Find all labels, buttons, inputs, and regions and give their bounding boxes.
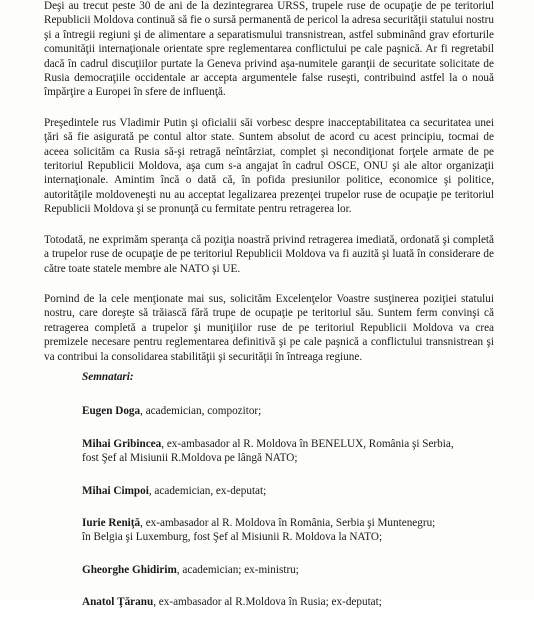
signatory-role: , academician, compozitor; bbox=[140, 405, 262, 418]
signatory bbox=[82, 404, 502, 418]
signatory-line bbox=[82, 484, 502, 498]
signatory-name: Anatol Ţăranu bbox=[82, 596, 154, 609]
signatory-role-continued: în Belgia şi Luxemburg, fost Şef al Misiunii R. Moldova la NATO; bbox=[82, 531, 383, 544]
signatory-line bbox=[82, 595, 502, 609]
signatory-line bbox=[82, 516, 502, 530]
signatory-name: Mihai Gribincea bbox=[82, 437, 162, 450]
signatory-line bbox=[82, 437, 502, 451]
signatory-role: , academician, ex-deputat; bbox=[148, 484, 267, 497]
signatory-role: , ex-ambasador al R. Moldova în România, Serbia şi Muntenegru; bbox=[140, 517, 436, 530]
signatories-heading: Semnatari: bbox=[82, 371, 134, 383]
paragraph-2: Preşedintele rus Vladimir Putin şi oficialii săi vorbesc despre inacceptabilitatea ca securitatea unei ţări să fie asigurată pe contul altor state. Suntem absolut de acord cu acest principiu, tocmai de aceea solicităm ca Rusia să-şi retragă neîntârziat, complet şi necondiţionat forţele armate de pe teritoriul Republicii Moldova, aşa cum s-a angajat în cadrul OSCE, ONU şi ale altor organizaţii internaţionale. Amintim încă o dată că, în pofida presiunilor politice, economice şi politice, autorităţile moldoveneşti nu au acceptat legalizarea prezenţei trupelor ruse de ocupaţie pe teritoriul Republicii Moldova şi se pronunţă cu fermitate pentru retragerea lor. bbox=[44, 116, 494, 216]
signatory-name: Mihai Cimpoi bbox=[82, 484, 149, 497]
signatory bbox=[82, 516, 502, 545]
paragraph-4: Pornind de la cele menţionate mai sus, solicităm Excelenţelor Voastre susţinerea poziţiei statului nostru, care doreşte să trăiască fără trupe de ocupaţie pe teritoriul său. Suntem ferm convinşi că retragerea completă a trupelor şi muniţiilor ruse de pe teritoriul Republicii Moldova va crea premizele necesare pentru reglementarea definitivă şi pe cale paşnică a conflictului transnistrean şi va contribui la consolidarea stabilităţii şi securităţii în întreaga regiune. bbox=[44, 292, 494, 363]
paragraph-3: Totodată, ne exprimăm speranţa că poziţia noastră privind retragerea imediată, ordonată şi completă a trupelor ruse de ocupaţie de pe teritoriul Republicii Moldova va fi auzită şi luată în considerare de către toate statele membre ale NATO şi UE. bbox=[44, 233, 494, 275]
signatory-name: Iurie Reniţă bbox=[82, 517, 141, 530]
signatory-role: , ex-ambasador al R. Moldova în BENELUX, România şi Serbia, bbox=[161, 437, 454, 450]
signatory-role: , academician; ex-ministru; bbox=[176, 563, 299, 576]
signatory-name: Gheorghe Ghidirim bbox=[82, 563, 177, 576]
signatory bbox=[82, 595, 502, 609]
signatory bbox=[82, 437, 502, 466]
signatory-line bbox=[82, 404, 502, 418]
paragraph-1: Deşi au trecut peste 30 de ani de la dezintegrarea URSS, trupele ruse de ocupaţie de pe teritoriul Republicii Moldova continuă să fie o sursă permanentă de pericol la adresa securităţii statului nostru şi a întregii regiuni şi de alimentare a separatismului transnistrean, astfel subminând grav eforturile comunităţii internaţionale orientate spre reglementarea conflictului pe cale paşnică. Ar fi regretabil dacă în cadrul discuţiilor purtate la Geneva privind aşa-numitele garanţii de securitate solicitate de Rusia democraţiile occidentale ar accepta argumentele false ruseşti, contribuind astfel la o nouă împărţire a Europei în sfere de influenţă. bbox=[44, 0, 494, 99]
signatory bbox=[82, 563, 502, 577]
signatory-name: Eugen Doga bbox=[82, 405, 141, 418]
signatory-line bbox=[82, 563, 502, 577]
signatory bbox=[82, 484, 502, 498]
signatory-role: , ex-ambasador al R.Moldova în Rusia; ex-deputat; bbox=[153, 596, 382, 609]
signatories-list bbox=[82, 370, 502, 628]
signatory-role-continued: fost Şef al Misiunii R.Moldova pe lângă NATO; bbox=[82, 452, 298, 465]
letter-body bbox=[44, 0, 494, 380]
